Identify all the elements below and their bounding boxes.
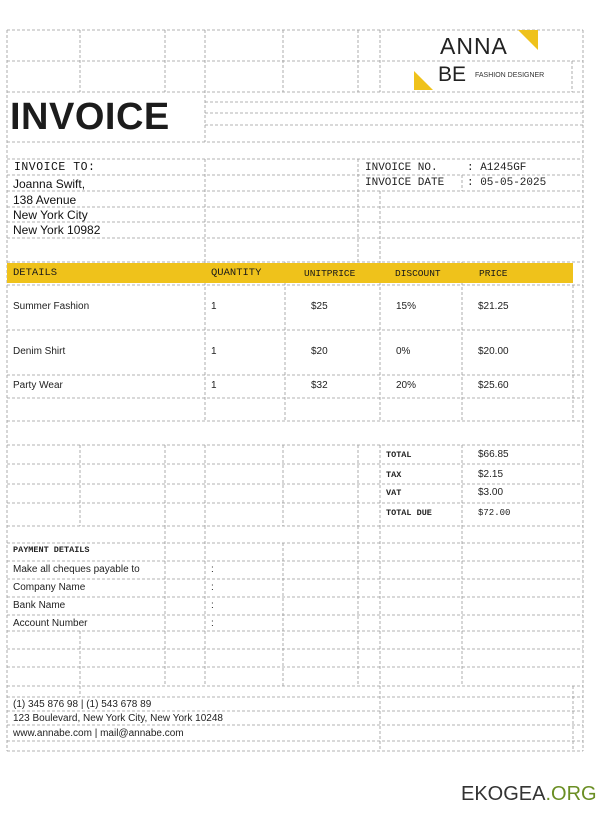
vat-label: VAT (386, 488, 402, 498)
invoice-date-value: : 05-05-2025 (467, 177, 547, 189)
tax-value: $2.15 (478, 469, 504, 480)
tax-label: TAX (386, 470, 402, 480)
bill-to-zip: New York 10982 (13, 223, 101, 237)
total-label: TOTAL (386, 450, 412, 460)
payment-value: : (211, 618, 214, 629)
col-header-details: DETAILS (13, 267, 58, 279)
footer-web: www.annabe.com | mail@annabe.com (13, 728, 184, 739)
col-header-price: PRICE (479, 268, 508, 279)
vat-value: $3.00 (478, 487, 504, 498)
total-due-label: TOTAL DUE (386, 508, 432, 518)
bill-to-city: New York City (13, 208, 88, 222)
invoice-date-label: INVOICE DATE (365, 177, 445, 189)
payment-value: : (211, 600, 214, 611)
col-header-discount: DISCOUNT (395, 268, 441, 279)
payment-label: Account Number (13, 618, 88, 629)
row-quantity: 1 (211, 380, 217, 391)
bill-to-name: Joanna Swift, (13, 177, 86, 191)
watermark (461, 784, 597, 804)
row-discount: 15% (396, 301, 417, 312)
row-quantity: 1 (211, 301, 217, 312)
col-header-unitprice: UNITPRICE (304, 268, 356, 279)
row-quantity: 1 (211, 346, 217, 357)
brand-tagline: FASHION DESIGNER (475, 72, 545, 79)
brand-name-line1: ANNA (440, 33, 508, 59)
payment-label: Company Name (13, 582, 86, 593)
payment-value: : (211, 564, 214, 575)
bill-to-street: 138 Avenue (13, 193, 77, 207)
total-value: $66.85 (478, 449, 509, 460)
logo-corner-top (518, 30, 538, 50)
row-price: $21.25 (478, 301, 509, 312)
row-price: $25.60 (478, 380, 509, 391)
col-header-quantity: QUANTITY (211, 267, 262, 279)
footer-address: 123 Boulevard, New York City, New York 10248 (13, 713, 223, 724)
bill-to-label: INVOICE TO: (14, 161, 96, 174)
payment-label: Make all cheques payable to (13, 564, 140, 575)
footer-phone: (1) 345 876 98 | (1) 543 678 89 (13, 699, 152, 710)
payment-label: Bank Name (13, 600, 66, 611)
watermark-right: .ORG (545, 783, 597, 805)
row-details: Summer Fashion (13, 301, 90, 312)
watermark-left: EKOGEA (461, 783, 546, 805)
invoice-title: INVOICE (10, 96, 170, 138)
total-due-value: $72.00 (478, 508, 511, 518)
row-unitprice: $25 (311, 301, 328, 312)
payment-heading: PAYMENT DETAILS (13, 545, 90, 555)
row-price: $20.00 (478, 346, 509, 357)
row-unitprice: $32 (311, 380, 328, 391)
row-discount: 20% (396, 380, 417, 391)
invoice-no-value: : A1245GF (467, 162, 527, 174)
row-unitprice: $20 (311, 346, 328, 357)
row-details: Party Wear (13, 380, 63, 391)
invoice-no-label: INVOICE NO. (365, 162, 438, 174)
row-details: Denim Shirt (13, 346, 66, 357)
brand-name-line2: BE (438, 63, 467, 86)
logo-corner-bottom (414, 71, 433, 90)
payment-value: : (211, 582, 214, 593)
row-discount: 0% (396, 346, 411, 357)
